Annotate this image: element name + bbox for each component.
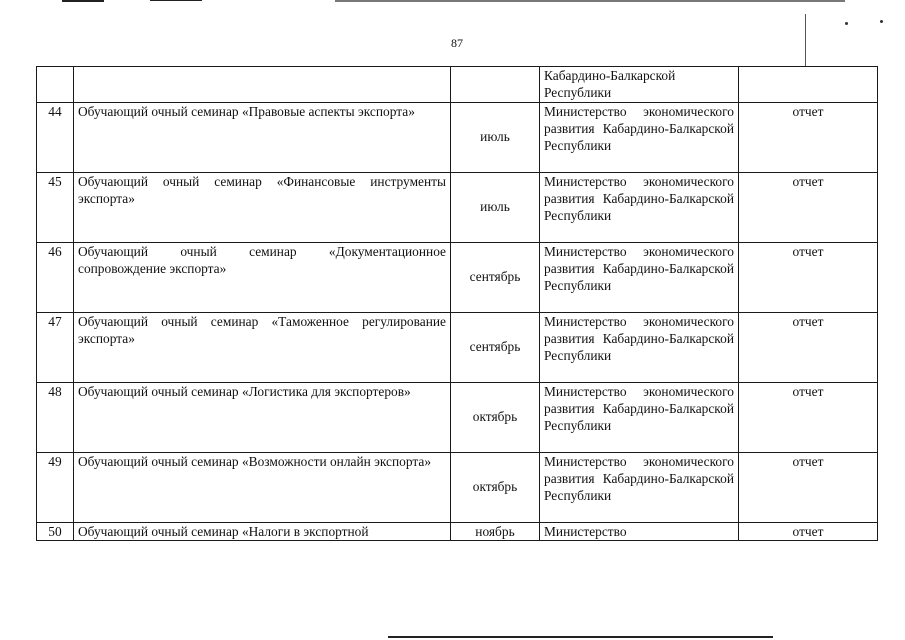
report-form-cell: отчет xyxy=(739,312,878,382)
row-number-cell: 45 xyxy=(37,172,74,242)
organization-cell: Кабардино-Балкарской Республики xyxy=(540,67,739,103)
event-title-cell: Обучающий очный семинар «Финансовые инструменты экспорта» xyxy=(74,172,451,242)
month-cell: июль xyxy=(451,102,540,172)
page-number: 87 xyxy=(451,36,463,50)
month-cell xyxy=(451,67,540,103)
report-form-cell: отчет xyxy=(739,102,878,172)
report-form-cell: отчет xyxy=(739,172,878,242)
row-number-cell: 46 xyxy=(37,242,74,312)
month-cell: ноябрь xyxy=(451,522,540,540)
month-cell: октябрь xyxy=(451,452,540,522)
table-row xyxy=(37,172,878,242)
organization-cell: Министерство xyxy=(540,522,739,540)
scan-artifact-line xyxy=(150,0,202,1)
event-title-cell: Обучающий очный семинар «Таможенное регулирование экспорта» xyxy=(74,312,451,382)
month-cell: октябрь xyxy=(451,382,540,452)
scan-dot xyxy=(845,22,848,25)
organization-cell: Министерство экономического развития Кабардино-Балкарской Республики xyxy=(540,452,739,522)
report-form-cell: отчет xyxy=(739,522,878,540)
table-row xyxy=(37,242,878,312)
row-number-cell xyxy=(37,67,74,103)
report-form-cell: отчет xyxy=(739,452,878,522)
row-number-cell: 44 xyxy=(37,102,74,172)
margin-rule xyxy=(805,14,806,66)
events-table xyxy=(36,66,878,541)
scan-artifact-line xyxy=(62,0,104,2)
month-cell: сентябрь xyxy=(451,312,540,382)
organization-cell: Министерство экономического развития Кабардино-Балкарской Республики xyxy=(540,172,739,242)
table-row xyxy=(37,522,878,540)
event-title-cell: Обучающий очный семинар «Налоги в экспортной xyxy=(74,522,451,540)
month-cell: июль xyxy=(451,172,540,242)
organization-cell: Министерство экономического развития Кабардино-Балкарской Республики xyxy=(540,242,739,312)
row-number-cell: 50 xyxy=(37,522,74,540)
table-row xyxy=(37,382,878,452)
table-row xyxy=(37,452,878,522)
organization-cell: Министерство экономического развития Кабардино-Балкарской Республики xyxy=(540,102,739,172)
report-form-cell xyxy=(739,67,878,103)
table-row xyxy=(37,312,878,382)
event-title-cell: Обучающий очный семинар «Возможности онлайн экспорта» xyxy=(74,452,451,522)
report-form-cell: отчет xyxy=(739,242,878,312)
event-title-cell: Обучающий очный семинар «Правовые аспекты экспорта» xyxy=(74,102,451,172)
event-title-cell: Обучающий очный семинар «Логистика для экспортеров» xyxy=(74,382,451,452)
scan-dot xyxy=(880,20,883,23)
row-number-cell: 49 xyxy=(37,452,74,522)
row-number-cell: 48 xyxy=(37,382,74,452)
event-title-cell: Обучающий очный семинар «Документационное сопровождение экспорта» xyxy=(74,242,451,312)
report-form-cell: отчет xyxy=(739,382,878,452)
table-row xyxy=(37,102,878,172)
event-title-cell xyxy=(74,67,451,103)
table-row xyxy=(37,67,878,103)
row-number-cell: 47 xyxy=(37,312,74,382)
organization-cell: Министерство экономического развития Кабардино-Балкарской Республики xyxy=(540,312,739,382)
scan-artifact-line xyxy=(388,636,773,638)
organization-cell: Министерство экономического развития Кабардино-Балкарской Республики xyxy=(540,382,739,452)
scan-artifact-line xyxy=(335,0,845,2)
month-cell: сентябрь xyxy=(451,242,540,312)
